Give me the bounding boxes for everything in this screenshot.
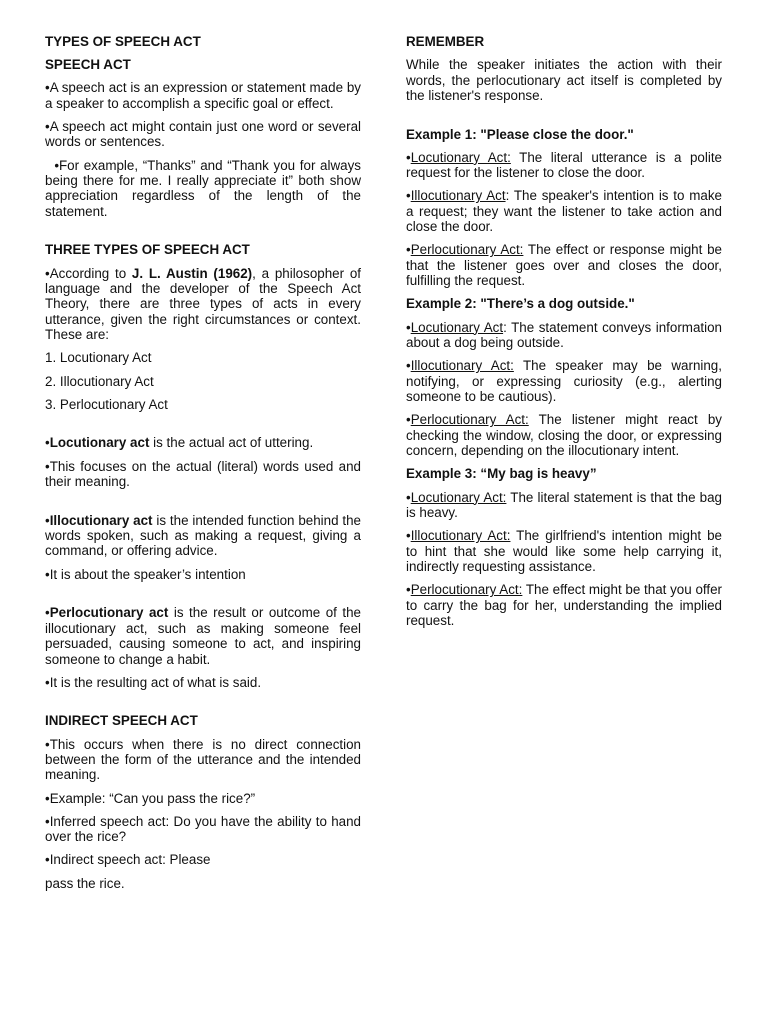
- bullet: •: [406, 582, 411, 598]
- example-item: [406, 358, 722, 404]
- perlocutionary-definition: [45, 605, 361, 667]
- term: Locutionary Act:: [410, 149, 511, 165]
- term: Perlocutionary act: [49, 605, 169, 621]
- definition: is the intended function behind the words spoken, such as making a request, giving a command, or offering advice.: [45, 512, 362, 559]
- perlocutionary-note: •It is the resulting act of what is said.: [45, 674, 262, 690]
- bullet: •: [45, 435, 50, 451]
- illocutionary-definition: [45, 513, 361, 559]
- bullet: •: [406, 358, 411, 374]
- definition: is the actual act of uttering.: [149, 435, 314, 451]
- speech-act-paragraph: •A speech act might contain just one word or several words or sentences.: [45, 119, 361, 150]
- indirect-paragraph: pass the rice.: [45, 875, 125, 891]
- term: Perlocutionary Act:: [410, 412, 529, 428]
- bullet: •: [45, 605, 50, 621]
- austin-paragraph: [45, 266, 361, 343]
- example-item: [406, 582, 722, 628]
- left-column: [45, 34, 365, 899]
- spacer: [406, 111, 722, 126]
- spacer: [45, 497, 361, 512]
- speech-act-example-paragraph: •For example, “Thanks” and “Thank you for always being there for me. I really appreciate it” both show appreciation regardless of the length of the statement.: [45, 157, 365, 219]
- bullet: •: [45, 512, 50, 528]
- bullet: •: [406, 489, 411, 505]
- right-column: [406, 34, 722, 636]
- bullet: •: [406, 242, 411, 258]
- indirect-paragraph: •Example: “Can you pass the rice?”: [45, 790, 256, 806]
- example-item: [406, 320, 722, 351]
- remember-paragraph: While the speaker initiates the action with their words, the perlocutionary act itself is completed by the listener's response.: [406, 57, 722, 104]
- term: Illocutionary Act: [410, 188, 506, 204]
- explanation: The literal statement is that the bag is heavy.: [406, 489, 722, 520]
- indirect-paragraph: •Indirect speech act: Please: [45, 852, 211, 868]
- locutionary-definition: [45, 435, 361, 450]
- explanation: The effect might be that you offer to carry the bag for her, understanding the implied request.: [406, 582, 722, 628]
- example-heading: Example 2: "There’s a dog outside.": [406, 296, 635, 312]
- indirect-speech-act-heading: INDIRECT SPEECH ACT: [45, 713, 198, 729]
- indirect-paragraph: •Inferred speech act: Do you have the ability to hand over the rice?: [45, 813, 361, 845]
- explanation: The girlfriend's intention might be to hint that she would like some help carrying it, indirectly requesting assistance.: [406, 528, 722, 574]
- list-item: 1. Locutionary Act: [45, 350, 152, 366]
- remember-heading: REMEMBER: [406, 34, 485, 49]
- speech-act-paragraph: •A speech act is an expression or statement made by a speaker to accomplish a specific goal or effect.: [45, 80, 361, 111]
- term: Locutionary Act:: [410, 489, 507, 505]
- term: Perlocutionary Act:: [410, 242, 524, 258]
- example-heading: Example 1: "Please close the door.": [406, 126, 634, 142]
- explanation: : The statement conveys information about a dog being outside.: [406, 319, 722, 351]
- bullet: •: [406, 412, 411, 428]
- term: Perlocutionary Act:: [410, 582, 523, 598]
- explanation: The effect or response might be that the listener goes over and closes the door, fulfilling the request.: [406, 242, 722, 289]
- example-item: [406, 188, 722, 234]
- bullet: •: [406, 528, 411, 544]
- spacer: [45, 227, 361, 242]
- explanation: The speaker may be warning, notifying, or expressing curiosity (e.g., alerting someone to be cautious).: [406, 358, 722, 405]
- explanation: The literal utterance is a polite request for the listener to close the door.: [406, 149, 722, 181]
- illocutionary-note: •It is about the speaker’s intention: [45, 566, 246, 582]
- austin-text: •According to: [45, 265, 132, 281]
- bullet: •: [406, 149, 411, 165]
- term: Illocutionary Act:: [410, 358, 514, 374]
- list-item: 3. Perlocutionary Act: [45, 396, 168, 412]
- example-item: [406, 528, 722, 574]
- page-title: TYPES OF SPEECH ACT: [45, 34, 201, 49]
- three-types-heading: THREE TYPES OF SPEECH ACT: [45, 242, 250, 258]
- austin-name: J. L. Austin (1962): [131, 265, 253, 281]
- example-item: [406, 412, 722, 458]
- term: Illocutionary act: [49, 512, 153, 528]
- spacer: [45, 420, 361, 435]
- example-item: [406, 150, 722, 181]
- austin-text: , a philosopher of language and the developer of the Speech Act Theory, there are three types of acts in every utterance, given the right circumstances or context. These are:: [45, 265, 361, 343]
- explanation: The listener might react by checking the window, closing the door, or expressing concern, depending on the illocutionary intent.: [406, 412, 722, 459]
- explanation: : The speaker's intention is to make a request; they want the listener to take action and close the door.: [406, 188, 722, 235]
- indirect-paragraph: •This occurs when there is no direct connection between the form of the utterance and the intended meaning.: [45, 736, 361, 783]
- term: Illocutionary Act:: [410, 528, 511, 544]
- list-item: 2. Illocutionary Act: [45, 373, 154, 389]
- example-item: [406, 490, 722, 521]
- term: Locutionary act: [49, 435, 150, 451]
- bullet: •: [406, 188, 411, 204]
- bullet: •: [406, 319, 411, 335]
- definition: is the result or outcome of the illocutionary act, such as making someone feel persuaded, causing someone to act, and inspiring someone to change a habit.: [45, 605, 362, 667]
- spacer: [45, 698, 361, 713]
- example-item: [406, 242, 722, 288]
- spacer: [45, 590, 361, 605]
- term: Locutionary Act: [410, 319, 504, 335]
- speech-act-heading: SPEECH ACT: [45, 57, 131, 73]
- locutionary-note: •This focuses on the actual (literal) words used and their meaning.: [45, 458, 361, 490]
- example-heading: Example 3: “My bag is heavy”: [406, 466, 597, 482]
